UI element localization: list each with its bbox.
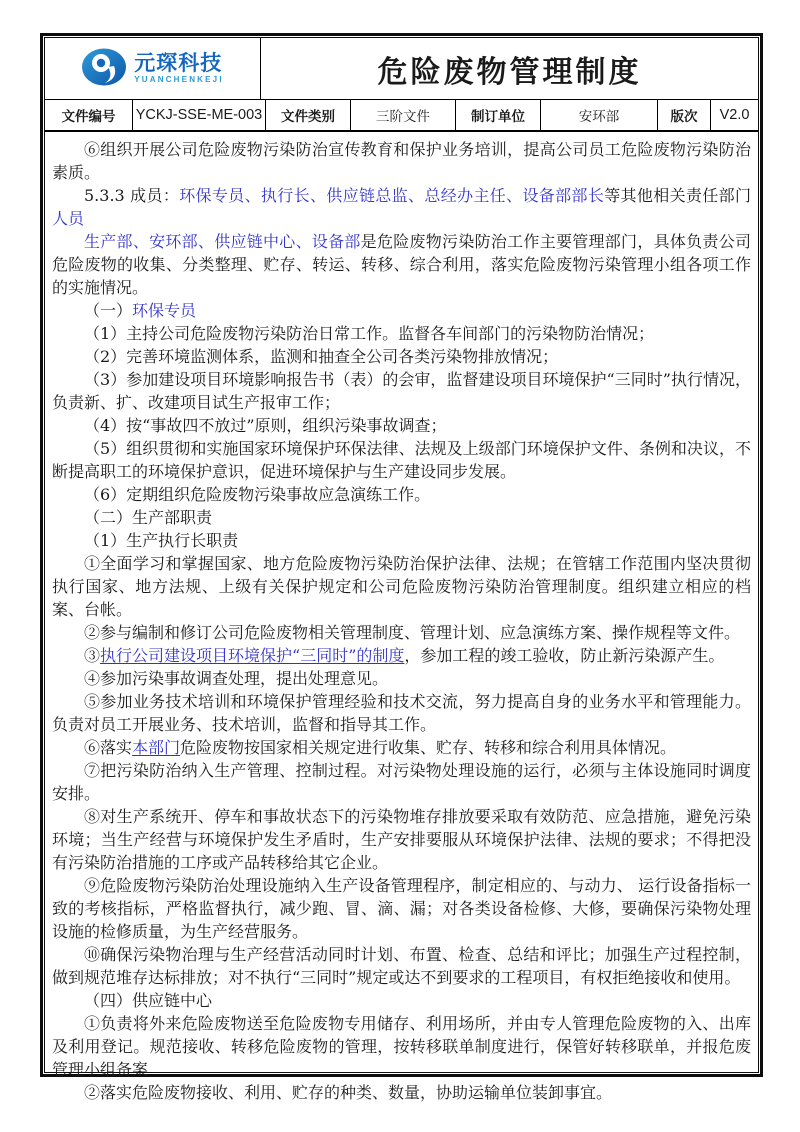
paragraph <box>52 1012 751 1081</box>
highlighted-text-run: 环保专员 <box>132 301 197 320</box>
text-run: （6）定期组织危险废物污染事故应急演练工作。 <box>84 485 431 504</box>
text-run: ③ <box>84 646 101 665</box>
highlighted-text-run: 本部门 <box>132 738 181 757</box>
page-frame <box>40 33 763 1102</box>
paragraph <box>52 437 751 483</box>
meta-label-issuing-unit: 制订单位 <box>456 100 541 130</box>
text-run: ②参与编制和修订公司危险废物相关管理制度、管理计划、应急演练方案、操作规程等文件。 <box>84 623 741 642</box>
text-run: ⑨危险废物污染防治处理设施纳入生产设备管理程序，制定相应的、与动力、 运行设备指标一致的考核指标，严格监督执行，减少跑、冒、滴、漏；对各类设备检修、大修，要确保污染物处理设施的检修质量，为生产经营服务。 <box>52 876 751 941</box>
highlighted-text-run: 生产部、安环部、供应链中心、设备部 <box>84 232 361 251</box>
text-run: （3）参加建设项目环境影响报告书（表）的会审，监督建设项目环境保护“三同时”执行情况，负责新、扩、改建项目试生产报审工作； <box>52 370 751 412</box>
text-run: （2）完善环境监测体系，监测和抽查全公司各类污染物排放情况； <box>84 347 559 366</box>
paragraph <box>52 368 751 414</box>
title-cell <box>261 38 758 99</box>
paragraph <box>52 414 751 437</box>
paragraph <box>52 736 751 759</box>
text-run: ⑤参加业务技术培训和环境保护管理经验和技术交流，努力提高自身的业务水平和管理能力。负责对员工开展业务、技术培训，监督和指导其工作。 <box>52 692 751 734</box>
text-run: ⑥落实 <box>84 738 133 757</box>
text-run: ④参加污染事故调查处理，提出处理意见。 <box>84 669 389 688</box>
text-run: 是危险废物污染防治工作主要管理部门，具体负责公司危险废物的收集、分类整理、贮存、转运、转移、综合利用，落实危险废物污染管理小组各项工作的实施情况。 <box>52 232 751 297</box>
paragraph <box>52 1081 751 1104</box>
paragraph <box>52 552 751 621</box>
text-run: ①全面学习和掌握国家、地方危险废物污染防治保护法律、法规；在管辖工作范围内坚决贯彻执行国家、地方法规、上级有关保护规定和公司危险废物污染防治管理制度。组织建立相应的档案、台帐。 <box>52 554 751 619</box>
text-run: （1）生产执行长职责 <box>84 531 239 550</box>
text-run: （四）供应链中心 <box>84 991 213 1010</box>
text-run: 危险废物按国家相关规定进行收集、贮存、转移和综合利用具体情况。 <box>180 738 677 757</box>
document-body <box>45 132 758 1104</box>
logo-text-en: YUANCHENKEJI <box>134 75 224 84</box>
paragraph <box>52 989 751 1012</box>
highlighted-text-run: 执行公司建设项目环境保护“三同时”的制度 <box>100 646 405 665</box>
text-run: 等其他相关责任部门 <box>604 186 751 205</box>
text-run: （5）组织贯彻和实施国家环境保护环保法律、法规及上级部门环境保护文件、条例和决议，不断提高职工的环境保护意识，促进环境保护与生产建设同步发展。 <box>52 439 751 481</box>
text-run: ②落实危险废物接收、利用、贮存的种类、数量，协助运输单位装卸事宜。 <box>84 1083 613 1102</box>
text-run: （4）按“事故四不放过”原则，组织污染事故调查； <box>84 416 447 435</box>
paragraph <box>52 322 751 345</box>
paragraph <box>52 621 751 644</box>
paragraph <box>52 690 751 736</box>
paragraph <box>52 529 751 552</box>
meta-value-issuing-unit: 安环部 <box>541 100 658 130</box>
text-run: ⑦把污染防治纳入生产管理、控制过程。对污染物处理设施的运行，必须与主体设施同时调度安排。 <box>52 761 751 803</box>
text-run: （二）生产部职责 <box>84 508 213 527</box>
paragraph <box>52 483 751 506</box>
paragraph <box>52 759 751 805</box>
logo-text-cn: 元琛科技 <box>134 51 223 75</box>
highlighted-text-run: 人员 <box>52 209 85 228</box>
paragraph <box>52 644 751 667</box>
paragraph <box>52 345 751 368</box>
paragraph <box>52 667 751 690</box>
logo-texts <box>134 53 224 84</box>
frame-inner <box>44 37 759 1102</box>
document-title: 危险废物管理制度 <box>377 54 642 90</box>
meta-row <box>45 100 758 132</box>
company-logo <box>45 38 261 99</box>
paragraph <box>52 299 751 322</box>
meta-value-version: V2.0 <box>719 107 750 123</box>
text-run: ①负责将外来危险废物送至危险废物专用储存、利用场所，并由专人管理危险废物的入、出库及利用登记。规范接收、转移危险废物的管理，按转移联单制度进行，保管好转移联单，并报危废管理小组备案 <box>52 1014 751 1079</box>
meta-label-file-number: 文件编号 <box>45 100 133 130</box>
highlighted-text-run: 环保专员、执行长、供应链总监、总经办主任、设备部部长 <box>179 186 605 205</box>
paragraph <box>52 943 751 989</box>
text-run: （1）主持公司危险废物污染防治日常工作。监督各车间部门的污染物防治情况； <box>84 324 655 343</box>
text-run: （一） <box>84 301 133 320</box>
text-run: 5.3.3 成员： <box>84 186 180 205</box>
text-run: ⑧对生产系统开、停车和事故状态下的污染物堆存排放要采取有效防范、应急措施，避免污染环境；当生产经营与环境保护发生矛盾时，生产安排要服从环境保护法律、法规的要求；不得把没有污染防治措施的工序或产品转移给其它企业。 <box>52 807 751 872</box>
paragraph <box>52 230 751 299</box>
meta-label-version: 版次 <box>658 100 711 130</box>
paragraph <box>52 184 751 230</box>
paragraph <box>52 874 751 943</box>
paragraph <box>52 138 751 184</box>
text-run: ⑥组织开展公司危险废物污染防治宣传教育和保护业务培训，提高公司员工危险废物污染防治素质。 <box>52 140 751 182</box>
meta-value-file-category: 三阶文件 <box>351 100 456 130</box>
header-title-row <box>45 38 758 100</box>
paragraph <box>52 805 751 874</box>
globe-swoosh-logo-icon <box>81 47 127 91</box>
meta-value-file-number: YCKJ-SSE-ME-003 <box>133 100 266 130</box>
text-run: ⑩确保污染物治理与生产经营活动同时计划、布置、检查、总结和评比；加强生产过程控制，做到规范堆存达标排放；对不执行“三同时”规定或达不到要求的工程项目，有权拒绝接收和使用。 <box>52 945 751 987</box>
text-run: ，参加工程的竣工验收，防止新污染源产生。 <box>404 646 725 665</box>
meta-label-file-category: 文件类别 <box>266 100 351 130</box>
paragraph <box>52 506 751 529</box>
